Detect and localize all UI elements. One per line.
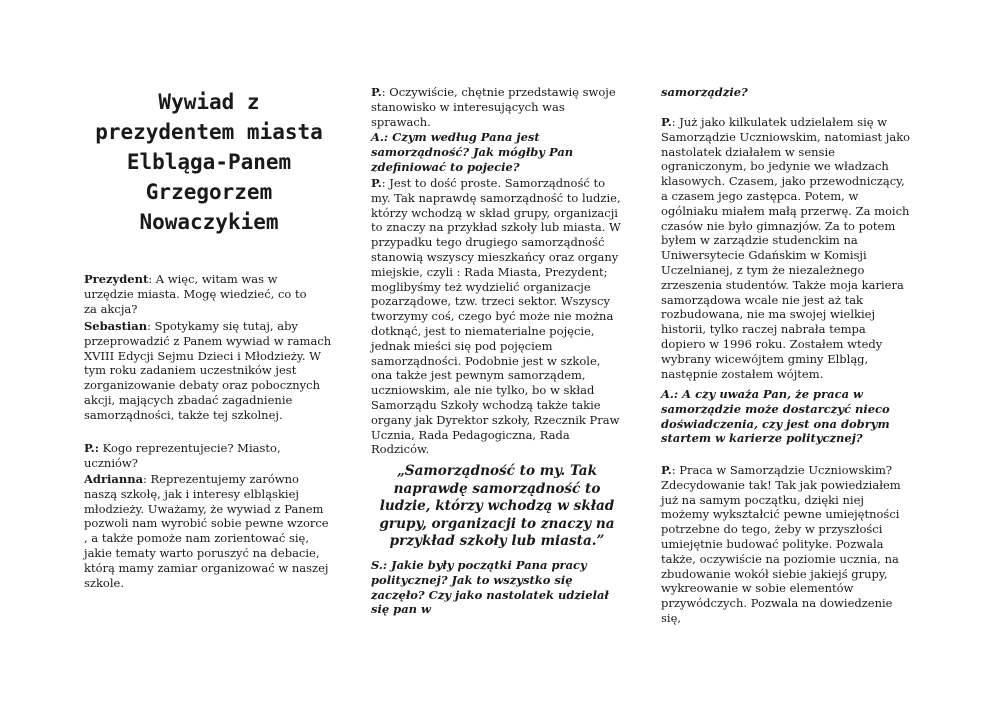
- speaker-label: Adrianna: [84, 472, 144, 486]
- speaker-label: P.: [661, 115, 672, 129]
- paragraph-president-greeting: [84, 272, 314, 316]
- interview-question-continued: samorządzie?: [661, 85, 748, 99]
- speaker-label: P.: [371, 176, 382, 190]
- interview-question: A.: A czy uważa Pan, że praca w samorządzie może dostarczyć nieco doświadczenia, czy jest ona dobrym startem w karierze politycznej?: [661, 387, 890, 446]
- speaker-label: P.:: [84, 441, 99, 455]
- paragraph-president-question: [84, 441, 336, 471]
- paragraph-answer-career: [661, 115, 913, 381]
- paragraph-text: : Jest to dość proste. Samorządność to my. Tak naprawdę samorządność to ludzie, którzy wchodzą w skład grupy, organizacji to znaczy na przykład szkoły lub miasta. W przypadku tego drugiego samorządność stanowią wszyscy mieszkańcy oraz organy miejskie, czyli : Rada Miasta, Prezydent; moglibyśmy też wydzielić organizacje pozarządowe, tzw. trzeci sektor. Wszyscy tworzymy coś, czego być może nie można dotknąć, jest to niematerialne pojęcie, jednak mieści się pod pojęciem samorządności. Podobnie jest w szkole, ona także jest pewnym samorządem, uczniowskim, ale nie tylko, bo w skład Samorządu Szkoły wchodzą także takie organy jak Dyrektor szkoły, Rzecznik Praw Ucznia, Rada Pedagogiczna, Rada Rodziców.: [371, 176, 621, 457]
- interview-question: A.: Czym według Pana jest samorządność? Jak mógłby Pan zdefiniować to pojecie?: [371, 130, 574, 174]
- speaker-label: P.: [661, 463, 672, 477]
- paragraph-adrianna: [84, 472, 334, 590]
- paragraph-sebastian: [84, 319, 336, 423]
- paragraph-text: : Reprezentujemy zarówno naszą szkołę, jak i interesy elbląskiej młodzieży. Uważamy, że wywiad z Panem pozwoli nam wyrobić sobie pewne wzorce , a także pomoże nam zorientować się, jakie tematy warto poruszyć na debacie, którą mamy zamiar organizować w naszej szkole.: [84, 472, 329, 590]
- article-title: Wywiad z prezydentem miasta Elbląga-Panem Grzegorzem Nowaczykiem: [95, 90, 323, 234]
- paragraph-answer-definition: [371, 176, 621, 457]
- speaker-label: Sebastian: [84, 319, 148, 333]
- paragraph-text: : Praca w Samorządzie Uczniowskim? Zdecydowanie tak! Tak jak powiedziałem już na samym początku, dzięki niej możemy wykształcić pewne umiejętności potrzebne do tego, żeby w przyszłości umiejętnie budować polityke. Pozwala także, oczywiście na poziomie ucznia, na zbudowanie wokół siebie jakiejś grupy, wykreowanie w sobie elementów przywódczych. Pozwala na dowiedzenie się,: [661, 463, 901, 625]
- speaker-label: Prezydent: [84, 272, 149, 286]
- paragraph-text: : A więc, witam was w urzędzie miasta. Mogę wiedzieć, co to za akcja?: [84, 272, 307, 316]
- paragraph-text: : Już jako kilkulatek udzielałem się w Samorządzie Uczniowskim, natomiast jako nastolatek działałem w sensie ograniczonym, bo jedynie we władzach klasowych. Czasem, jako przewodniczący, a czasem jego zastępca. Potem, w ogólniaku miałem małą przerwę. Za moich czasów nie było gimnazjów. Za to potem byłem w zarządzie studenckim na Uniwersytecie Gdańskim w Komisji Uczelnianej, z tym że niezależnego zrzeszenia studentów. Także moja kariera samorządowa wcale nie jest aż tak rozbudowana, nie ma swojej wielkiej historii, tylko raczej nabrała tempa dopiero w 1996 roku. Zostałem wtedy wybrany wicewójtem gminy Elbląg, następnie zostałem wójtem.: [661, 115, 911, 381]
- paragraph-text: : Spotykamy się tutaj, aby przeprowadzić z Panem wywiad w ramach XVIII Edycji Sejmu Dzieci i Młodzieży. W tym roku zadaniem uczestników jest zorganizowanie debaty oraz pobocznych akcji, mających zbadać zagadnienie samorządności, także tej szkolnej.: [84, 319, 332, 422]
- paragraph-text: : Oczywiście, chętnie przedstawię swoje stanowisko w interesujących was sprawach.: [371, 85, 616, 129]
- paragraph-answer-intro: [371, 85, 623, 129]
- pull-quote: „Samorządność to my. Tak naprawdę samorządność to ludzie, którzy wchodzą w skład grupy, organizacji to znaczy na przykład szkoły lub miasta.”: [379, 463, 615, 550]
- paragraph-answer-experience: [661, 463, 913, 626]
- paragraph-text: Kogo reprezentujecie? Miasto, uczniów?: [84, 441, 281, 470]
- interview-question: S.: Jakie były początki Pana pracy politycznej? Jak to wszystko się zaczęło? Czy jako nastolatek udzielał się pan w: [371, 558, 609, 617]
- speaker-label: P.: [371, 85, 382, 99]
